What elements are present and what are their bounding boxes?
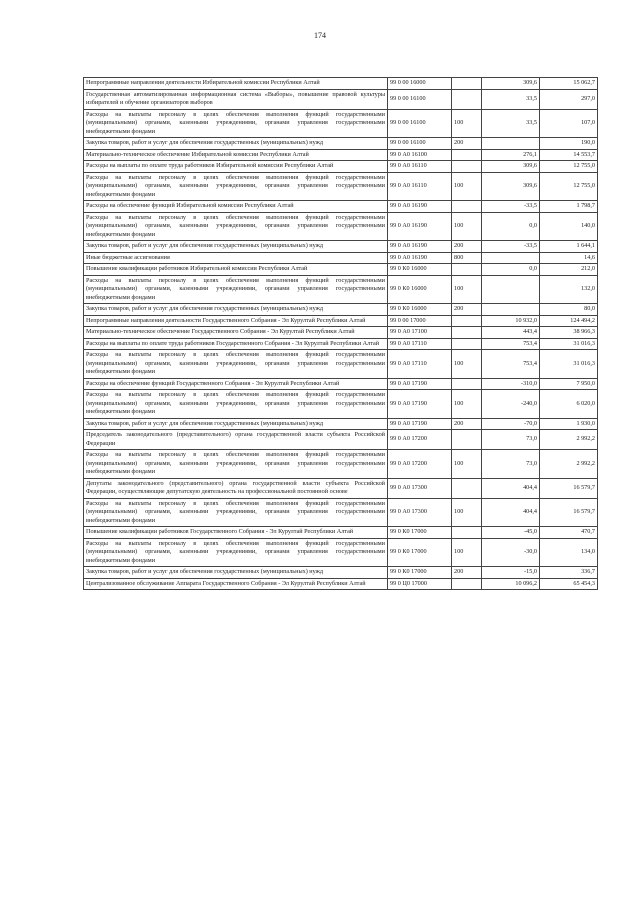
table-row [84, 304, 598, 316]
table-row [84, 161, 598, 173]
table-row [84, 378, 598, 390]
row-total-amount-cell: 2 992,2 [540, 430, 598, 450]
row-name-cell: Председатель законодательного (представительного) органа государственной власти субъекта Российской Федерации [84, 430, 388, 450]
row-total-amount-cell: 15 062,7 [540, 78, 598, 90]
row-change-amount-cell: 443,4 [482, 327, 540, 339]
table-row [84, 109, 598, 138]
row-expense-type-cell: 100 [452, 390, 482, 419]
row-code-cell: 99 0 А0 17190 [388, 418, 452, 430]
row-total-amount-cell: 212,0 [540, 264, 598, 276]
row-name-cell: Непрограммные направления деятельности Избирательной комиссии Республики Алтай [84, 78, 388, 90]
row-expense-type-cell: 200 [452, 241, 482, 253]
row-name-cell: Материально-техническое обеспечение Избирательной комиссии Республики Алтай [84, 149, 388, 161]
row-expense-type-cell [452, 264, 482, 276]
row-name-cell: Расходы на выплаты персоналу в целях обеспечения выполнения функций государственными (муниципальными) органами, казенными учреждениями, органами управления государственными внебюджетными фондами [84, 212, 388, 241]
row-change-amount-cell: 404,4 [482, 498, 540, 527]
row-change-amount-cell: -45,0 [482, 527, 540, 539]
row-total-amount-cell: 140,0 [540, 212, 598, 241]
row-name-cell: Расходы на выплаты персоналу в целях обеспечения выполнения функций государственными (муниципальными) органами, казенными учреждениями, органами управления государственными внебюджетными фондами [84, 538, 388, 567]
row-code-cell: 99 0 00 16000 [388, 78, 452, 90]
row-name-cell: Расходы на обеспечение функций Государственного Собрания - Эл Курултай Республики Алтай [84, 378, 388, 390]
row-code-cell: 99 0 К0 16000 [388, 304, 452, 316]
row-total-amount-cell: 12 755,0 [540, 172, 598, 201]
row-code-cell: 99 0 00 17000 [388, 315, 452, 327]
table-row [84, 350, 598, 379]
row-name-cell: Закупка товаров, работ и услуг для обеспечения государственных (муниципальных) нужд [84, 138, 388, 150]
row-total-amount-cell: 38 966,3 [540, 327, 598, 339]
row-code-cell: 99 0 А0 16110 [388, 172, 452, 201]
row-name-cell: Расходы на выплаты персоналу в целях обеспечения выполнения функций государственными (муниципальными) органами, казенными учреждениями, органами управления государственными внебюджетными фондами [84, 498, 388, 527]
row-expense-type-cell: 200 [452, 418, 482, 430]
table-row [84, 578, 598, 590]
row-code-cell: 99 0 А0 17200 [388, 430, 452, 450]
row-change-amount-cell: 276,1 [482, 149, 540, 161]
table-row [84, 538, 598, 567]
row-change-amount-cell: -240,0 [482, 390, 540, 419]
row-expense-type-cell [452, 327, 482, 339]
row-change-amount-cell: -310,0 [482, 378, 540, 390]
row-total-amount-cell: 12 755,0 [540, 161, 598, 173]
row-change-amount-cell: -33,5 [482, 201, 540, 213]
budget-table-body [84, 78, 598, 590]
row-total-amount-cell: 124 494,2 [540, 315, 598, 327]
row-expense-type-cell [452, 430, 482, 450]
row-total-amount-cell: 31 016,3 [540, 350, 598, 379]
row-expense-type-cell [452, 527, 482, 539]
row-name-cell: Расходы на выплаты персоналу в целях обеспечения выполнения функций государственными (муниципальными) органами, казенными учреждениями, органами управления государственными внебюджетными фондами [84, 275, 388, 304]
row-total-amount-cell: 16 579,7 [540, 478, 598, 498]
row-change-amount-cell: 10 096,2 [482, 578, 540, 590]
row-code-cell: 99 0 А0 16190 [388, 201, 452, 213]
row-total-amount-cell: 65 454,3 [540, 578, 598, 590]
row-code-cell: 99 0 А0 17300 [388, 498, 452, 527]
row-name-cell: Материально-техническое обеспечение Государственного Собрания - Эл Курултай Республики Алтай [84, 327, 388, 339]
row-code-cell: 99 0 А0 16190 [388, 241, 452, 253]
row-total-amount-cell: 134,0 [540, 538, 598, 567]
row-name-cell: Закупка товаров, работ и услуг для обеспечения государственных (муниципальных) нужд [84, 418, 388, 430]
row-change-amount-cell: 0,0 [482, 212, 540, 241]
row-expense-type-cell [452, 315, 482, 327]
row-name-cell: Расходы на выплаты персоналу в целях обеспечения выполнения функций государственными (муниципальными) органами, казенными учреждениями, органами управления государственными внебюджетными фондами [84, 109, 388, 138]
table-row [84, 149, 598, 161]
row-code-cell: 99 0 А0 17110 [388, 350, 452, 379]
row-name-cell: Расходы на выплаты персоналу в целях обеспечения выполнения функций государственными (муниципальными) органами, казенными учреждениями, органами управления государственными внебюджетными фондами [84, 390, 388, 419]
row-code-cell: 99 0 А0 17100 [388, 327, 452, 339]
row-change-amount-cell [482, 252, 540, 264]
row-code-cell: 99 0 К0 17000 [388, 538, 452, 567]
row-code-cell: 99 0 К0 16000 [388, 275, 452, 304]
row-change-amount-cell: 753,4 [482, 338, 540, 350]
row-name-cell: Расходы на обеспечение функций Избирательной комиссии Республики Алтай [84, 201, 388, 213]
row-expense-type-cell [452, 578, 482, 590]
row-total-amount-cell: 14,6 [540, 252, 598, 264]
table-row [84, 172, 598, 201]
row-expense-type-cell: 200 [452, 304, 482, 316]
row-total-amount-cell: 132,0 [540, 275, 598, 304]
row-total-amount-cell: 107,0 [540, 109, 598, 138]
table-row [84, 430, 598, 450]
row-name-cell: Закупка товаров, работ и услуг для обеспечения государственных (муниципальных) нужд [84, 304, 388, 316]
row-total-amount-cell: 297,0 [540, 89, 598, 109]
row-expense-type-cell [452, 161, 482, 173]
table-row [84, 498, 598, 527]
page-number: 174 [314, 31, 326, 40]
row-total-amount-cell: 470,7 [540, 527, 598, 539]
row-name-cell: Расходы на выплаты по оплате труда работников Государственного Собрания - Эл Курултай Республики Алтай [84, 338, 388, 350]
table-row [84, 338, 598, 350]
row-code-cell: 99 0 А0 17300 [388, 478, 452, 498]
row-expense-type-cell: 200 [452, 138, 482, 150]
table-row [84, 138, 598, 150]
row-total-amount-cell: 6 020,0 [540, 390, 598, 419]
row-code-cell: 99 0 К0 16000 [388, 264, 452, 276]
row-change-amount-cell: -33,5 [482, 241, 540, 253]
row-change-amount-cell: 309,6 [482, 161, 540, 173]
row-name-cell: Расходы на выплаты по оплате труда работников Избирательной комиссии Республики Алтай [84, 161, 388, 173]
row-change-amount-cell: 404,4 [482, 478, 540, 498]
row-code-cell: 99 0 А0 17190 [388, 378, 452, 390]
table-row [84, 89, 598, 109]
row-code-cell: 99 0 00 16100 [388, 138, 452, 150]
row-total-amount-cell: 80,0 [540, 304, 598, 316]
table-row [84, 275, 598, 304]
table-row [84, 527, 598, 539]
row-name-cell: Непрограммные направления деятельности Государственного Собрания - Эл Курултай Республики Алтай [84, 315, 388, 327]
row-expense-type-cell [452, 78, 482, 90]
row-code-cell: 99 0 К0 17000 [388, 527, 452, 539]
row-code-cell: 99 0 А0 17190 [388, 390, 452, 419]
row-change-amount-cell [482, 275, 540, 304]
row-change-amount-cell: 33,5 [482, 89, 540, 109]
row-change-amount-cell: 309,6 [482, 78, 540, 90]
row-name-cell: Закупка товаров, работ и услуг для обеспечения государственных (муниципальных) нужд [84, 567, 388, 579]
row-expense-type-cell [452, 149, 482, 161]
table-row [84, 478, 598, 498]
row-expense-type-cell: 100 [452, 538, 482, 567]
table-row [84, 390, 598, 419]
row-expense-type-cell [452, 378, 482, 390]
row-name-cell: Депутаты законодательного (представительного) органа государственной власти субъекта Российской Федерации, осуществляющие депутатскую деятельность на профессиональной постоянной основе [84, 478, 388, 498]
row-change-amount-cell: 10 932,0 [482, 315, 540, 327]
row-name-cell: Государственная автоматизированная информационная система «Выборы», повышение правовой культуры избирателей и обучение организаторов выборов [84, 89, 388, 109]
table-row [84, 252, 598, 264]
row-total-amount-cell: 2 992,2 [540, 450, 598, 479]
row-name-cell: Расходы на выплаты персоналу в целях обеспечения выполнения функций государственными (муниципальными) органами, казенными учреждениями, органами управления государственными внебюджетными фондами [84, 350, 388, 379]
table-row [84, 567, 598, 579]
row-expense-type-cell: 200 [452, 567, 482, 579]
table-row [84, 212, 598, 241]
row-name-cell: Закупка товаров, работ и услуг для обеспечения государственных (муниципальных) нужд [84, 241, 388, 253]
row-total-amount-cell: 336,7 [540, 567, 598, 579]
row-change-amount-cell: -70,0 [482, 418, 540, 430]
table-row [84, 315, 598, 327]
row-code-cell: 99 0 К0 17000 [388, 567, 452, 579]
row-expense-type-cell [452, 478, 482, 498]
row-expense-type-cell [452, 201, 482, 213]
row-change-amount-cell: 753,4 [482, 350, 540, 379]
row-code-cell: 99 0 А0 16100 [388, 149, 452, 161]
row-expense-type-cell: 800 [452, 252, 482, 264]
row-code-cell: 99 0 А0 16190 [388, 252, 452, 264]
table-row [84, 327, 598, 339]
row-expense-type-cell [452, 338, 482, 350]
row-code-cell: 99 0 А0 17110 [388, 338, 452, 350]
row-total-amount-cell: 1 644,1 [540, 241, 598, 253]
row-expense-type-cell: 100 [452, 109, 482, 138]
row-total-amount-cell: 14 553,7 [540, 149, 598, 161]
row-change-amount-cell: 309,6 [482, 172, 540, 201]
row-total-amount-cell: 190,0 [540, 138, 598, 150]
row-change-amount-cell: -30,0 [482, 538, 540, 567]
row-total-amount-cell: 7 950,0 [540, 378, 598, 390]
table-row [84, 201, 598, 213]
row-name-cell: Иные бюджетные ассигнования [84, 252, 388, 264]
row-change-amount-cell: 0,0 [482, 264, 540, 276]
row-expense-type-cell: 100 [452, 275, 482, 304]
row-total-amount-cell: 16 579,7 [540, 498, 598, 527]
row-total-amount-cell: 1 798,7 [540, 201, 598, 213]
row-expense-type-cell: 100 [452, 172, 482, 201]
row-code-cell: 99 0 00 16100 [388, 89, 452, 109]
row-expense-type-cell: 100 [452, 450, 482, 479]
table-row [84, 418, 598, 430]
row-name-cell: Расходы на выплаты персоналу в целях обеспечения выполнения функций государственными (муниципальными) органами, казенными учреждениями, органами управления государственными внебюджетными фондами [84, 172, 388, 201]
budget-table [83, 77, 598, 590]
row-code-cell: 99 0 00 16100 [388, 109, 452, 138]
row-expense-type-cell: 100 [452, 350, 482, 379]
row-expense-type-cell: 100 [452, 212, 482, 241]
table-row [84, 78, 598, 90]
row-change-amount-cell: -15,0 [482, 567, 540, 579]
row-name-cell: Повышение квалификации работников Государственного Собрания - Эл Курултай Республики Алтай [84, 527, 388, 539]
table-row [84, 450, 598, 479]
row-code-cell: 99 0 А0 16110 [388, 161, 452, 173]
row-change-amount-cell [482, 304, 540, 316]
row-expense-type-cell [452, 89, 482, 109]
row-name-cell: Расходы на выплаты персоналу в целях обеспечения выполнения функций государственными (муниципальными) органами, казенными учреждениями, органами управления государственными внебюджетными фондами [84, 450, 388, 479]
row-change-amount-cell: 73,0 [482, 430, 540, 450]
row-name-cell: Повышение квалификации работников Избирательной комиссии Республики Алтай [84, 264, 388, 276]
table-row [84, 241, 598, 253]
row-change-amount-cell: 73,0 [482, 450, 540, 479]
row-code-cell: 99 0 А0 17200 [388, 450, 452, 479]
row-total-amount-cell: 1 930,0 [540, 418, 598, 430]
table-row [84, 264, 598, 276]
row-expense-type-cell: 100 [452, 498, 482, 527]
row-code-cell: 99 0 А0 16190 [388, 212, 452, 241]
row-total-amount-cell: 31 016,3 [540, 338, 598, 350]
row-change-amount-cell [482, 138, 540, 150]
row-change-amount-cell: 33,5 [482, 109, 540, 138]
row-name-cell: Централизованное обслуживание Аппарата Государственного Собрания - Эл Курултай Республики Алтай [84, 578, 388, 590]
row-code-cell: 99 0 Ц0 17000 [388, 578, 452, 590]
